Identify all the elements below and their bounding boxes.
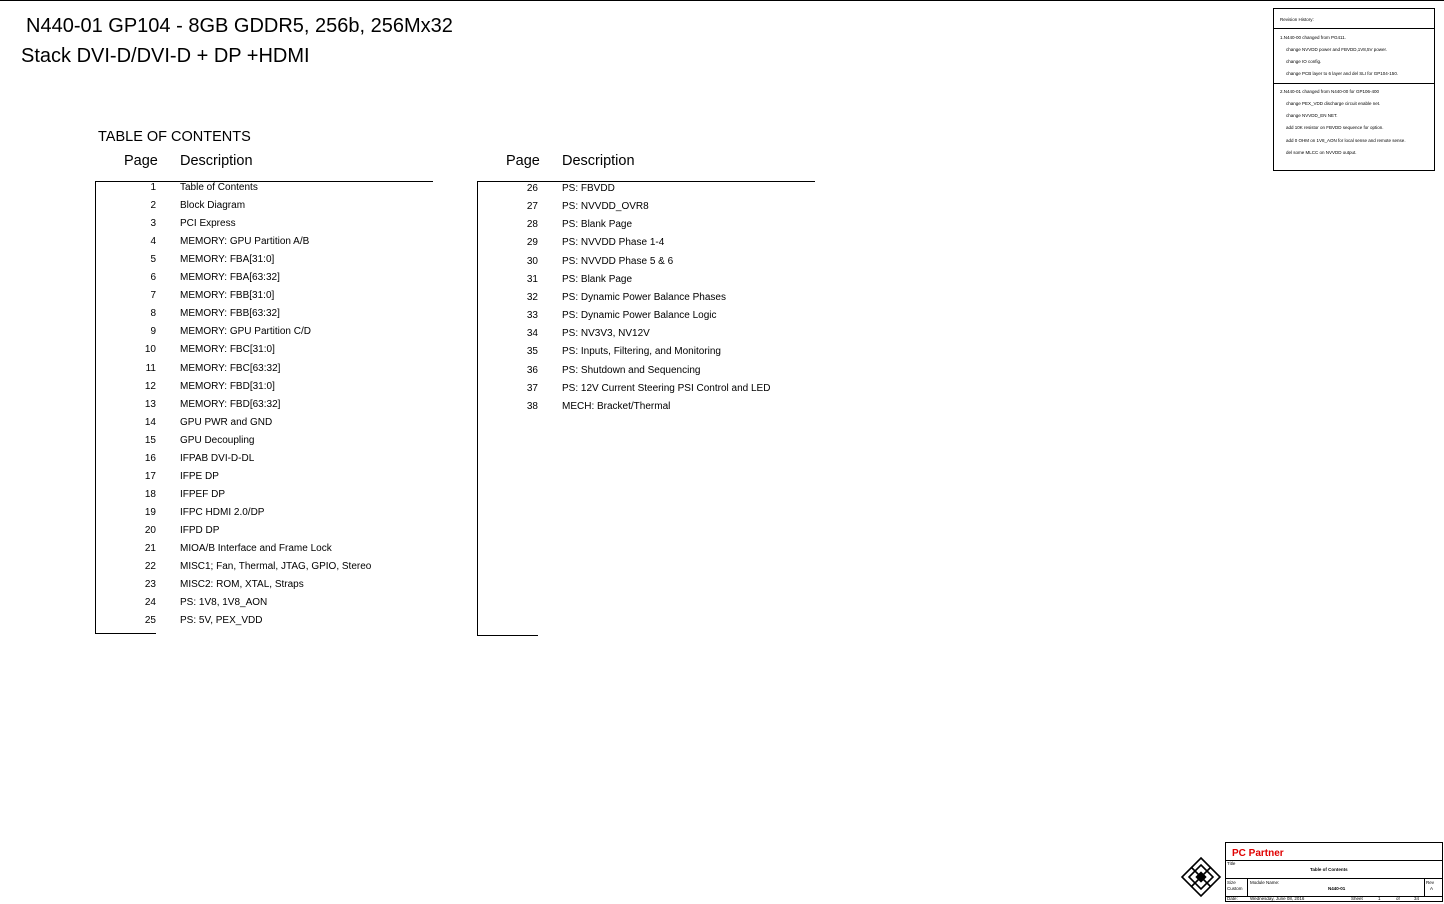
toc-description: GPU PWR and GND xyxy=(180,416,273,428)
toc-page-number: 29 xyxy=(526,237,538,249)
toc-page-number: 17 xyxy=(144,470,156,482)
toc-page-number: 37 xyxy=(526,382,538,394)
toc-description: MEMORY: FBB[63:32] xyxy=(180,308,280,320)
left-table-side-line xyxy=(95,181,96,634)
toc-page-number: 22 xyxy=(144,561,156,573)
toc-description: PS: NV3V3, NV12V xyxy=(562,328,650,340)
toc-page-number: 26 xyxy=(526,183,538,194)
revision-divider xyxy=(1274,83,1434,84)
toc-description: PS: Blank Page xyxy=(562,219,633,231)
sheet-value: 1 xyxy=(1378,896,1381,901)
toc-page-number: 16 xyxy=(144,452,156,464)
toc-page-number: 3 xyxy=(150,218,156,230)
title-label: Title xyxy=(1227,861,1236,866)
size-label: Size xyxy=(1227,880,1236,885)
left-col-desc-header: Description xyxy=(180,153,253,169)
toc-page-number: 11 xyxy=(145,362,156,374)
revision-line: change NVVDD_EN NET. xyxy=(1286,113,1338,118)
right-table-side-line xyxy=(477,181,478,636)
toc-description: PS: FBVDD xyxy=(562,183,615,194)
toc-page-number: 1 xyxy=(150,182,156,193)
document-subtitle: Stack DVI-D/DVI-D + DP +HDMI xyxy=(21,45,310,67)
toc-description: MEMORY: FBB[31:0] xyxy=(180,290,275,302)
toc-page-number: 24 xyxy=(144,597,156,609)
toc-page-number: 27 xyxy=(526,201,538,213)
toc-page-number: 38 xyxy=(526,400,538,412)
of-label: of xyxy=(1396,896,1400,901)
toc-description: PS: 5V, PEX_VDD xyxy=(180,615,263,627)
toc-page-number: 5 xyxy=(150,254,156,266)
toc-description: PS: NVVDD Phase 5 & 6 xyxy=(562,255,674,267)
toc-page-number: 10 xyxy=(144,344,156,356)
toc-description: MECH: Bracket/Thermal xyxy=(562,400,671,412)
toc-page-number: 19 xyxy=(144,506,156,518)
revision-line: change PEX_VDD discharge circuit enable net. xyxy=(1286,101,1381,106)
right-table-bottom-line xyxy=(477,635,538,636)
toc-description: PS: NVVDD_OVR8 xyxy=(562,201,649,213)
module-label: Module Name: xyxy=(1250,880,1280,885)
toc-page-number: 36 xyxy=(526,364,538,376)
toc-description: MEMORY: GPU Partition A/B xyxy=(180,236,310,248)
toc-description: MEMORY: FBA[31:0] xyxy=(180,254,275,266)
revision-history-box xyxy=(1273,8,1435,171)
toc-description: IFPD DP xyxy=(180,524,220,536)
toc-page-number: 34 xyxy=(526,328,538,340)
revision-title: Revision History: xyxy=(1280,17,1314,22)
toc-page-number: 7 xyxy=(150,290,156,302)
toc-page-number: 28 xyxy=(526,219,538,231)
document-title: N440-01 GP104 - 8GB GDDR5, 256b, 256Mx32 xyxy=(26,15,453,37)
left-table-bottom-line xyxy=(95,633,156,634)
module-value: N440-01 xyxy=(1328,886,1346,891)
toc-page-number: 2 xyxy=(150,200,156,212)
toc-description: PS: NVVDD Phase 1-4 xyxy=(562,237,665,249)
left-col-page-header: Page xyxy=(124,153,158,169)
toc-page-number: 30 xyxy=(526,255,538,267)
revision-line: 1.N440-00 changed from PG411. xyxy=(1280,35,1346,40)
toc-description: IFPE DP xyxy=(180,470,219,482)
toc-page-number: 25 xyxy=(144,615,156,627)
toc-description: IFPC HDMI 2.0/DP xyxy=(180,506,265,518)
toc-description: MEMORY: FBA[63:32] xyxy=(180,272,280,284)
toc-description: MEMORY: FBC[63:32] xyxy=(180,362,281,374)
date-value: Wednesday, June 08, 2016 xyxy=(1250,896,1305,901)
toc-description: PS: Shutdown and Sequencing xyxy=(562,364,701,376)
toc-description: PS: Dynamic Power Balance Logic xyxy=(562,310,717,322)
toc-description: Table of Contents xyxy=(180,182,258,193)
toc-page-number: 32 xyxy=(526,291,538,303)
toc-page-number: 23 xyxy=(144,579,156,591)
revision-line: 2.N440-01 changed from N440-00 for GP106-400 xyxy=(1280,89,1380,94)
toc-description: Block Diagram xyxy=(180,200,246,212)
toc-description: MEMORY: GPU Partition C/D xyxy=(180,326,311,338)
rev-label: Rev xyxy=(1426,880,1435,885)
right-col-desc-header: Description xyxy=(562,153,635,169)
right-table-top-line xyxy=(477,181,815,182)
toc-page-number: 35 xyxy=(526,346,538,358)
toc-page-number: 31 xyxy=(526,273,538,285)
rev-value: A xyxy=(1430,886,1434,891)
toc-page-number: 33 xyxy=(526,310,538,322)
title-block xyxy=(1225,842,1443,902)
revision-divider xyxy=(1274,28,1434,29)
sheet-label: Sheet xyxy=(1351,896,1363,901)
toc-description: MEMORY: FBD[63:32] xyxy=(180,398,281,410)
toc-heading: TABLE OF CONTENTS xyxy=(98,129,251,145)
top-border xyxy=(0,0,1444,1)
toc-description: MISC2: ROM, XTAL, Straps xyxy=(180,579,304,591)
toc-description: IFPEF DP xyxy=(180,488,226,500)
of-value: 34 xyxy=(1414,896,1420,901)
toc-page-number: 21 xyxy=(144,543,156,554)
toc-page-number: 6 xyxy=(150,272,156,284)
toc-description: PCI Express xyxy=(180,218,236,230)
revision-line: add 0 OHM on 1V8_AON for local sense and remote sense. xyxy=(1286,138,1406,143)
toc-page-number: 20 xyxy=(144,524,156,536)
toc-description: IFPAB DVI-D-DL xyxy=(180,452,255,464)
revision-line: change IO config. xyxy=(1286,59,1322,64)
toc-description: PS: 12V Current Steering PSI Control and LED xyxy=(562,382,771,394)
titleblock-line xyxy=(1247,878,1248,897)
toc-description: MEMORY: FBD[31:0] xyxy=(180,380,275,392)
size-value: Custom xyxy=(1227,886,1243,891)
revision-line: add 10K resistor on FBVDD sequence for option. xyxy=(1286,125,1384,130)
toc-page-number: 15 xyxy=(144,434,156,446)
titleblock-line xyxy=(1226,860,1442,861)
revision-line: change PCB layer to 6 layer and del SLI for GP104-150. xyxy=(1286,71,1399,76)
right-col-page-header: Page xyxy=(506,153,540,169)
pc-partner-logo-icon xyxy=(1180,856,1222,898)
toc-description: MISC1; Fan, Thermal, JTAG, GPIO, Stereo xyxy=(180,561,372,573)
revision-line: del some MLCC on NVVDD output. xyxy=(1286,150,1357,155)
toc-page-number: 8 xyxy=(150,308,156,320)
toc-page-number: 13 xyxy=(144,398,156,410)
titleblock-line xyxy=(1226,878,1442,879)
toc-description: MEMORY: FBC[31:0] xyxy=(180,344,275,356)
toc-description: MIOA/B Interface and Frame Lock xyxy=(180,543,332,554)
sheet-title: Table of Contents xyxy=(1310,867,1348,872)
toc-description: PS: 1V8, 1V8_AON xyxy=(180,597,268,609)
revision-line: change NVVDD power and FBVDD,1V8,5V power. xyxy=(1286,47,1388,52)
titleblock-line xyxy=(1424,878,1425,897)
date-label: Date: xyxy=(1227,896,1238,901)
toc-page-number: 12 xyxy=(144,380,156,392)
toc-description: PS: Dynamic Power Balance Phases xyxy=(562,291,726,303)
toc-page-number: 9 xyxy=(150,326,156,338)
toc-description: PS: Blank Page xyxy=(562,273,633,285)
toc-page-number: 14 xyxy=(144,416,156,428)
toc-description: GPU Decoupling xyxy=(180,434,255,446)
toc-page-number: 18 xyxy=(144,488,156,500)
toc-page-number: 4 xyxy=(150,236,156,248)
toc-description: PS: Inputs, Filtering, and Monitoring xyxy=(562,346,721,358)
company-name: PC Partner xyxy=(1232,848,1284,859)
